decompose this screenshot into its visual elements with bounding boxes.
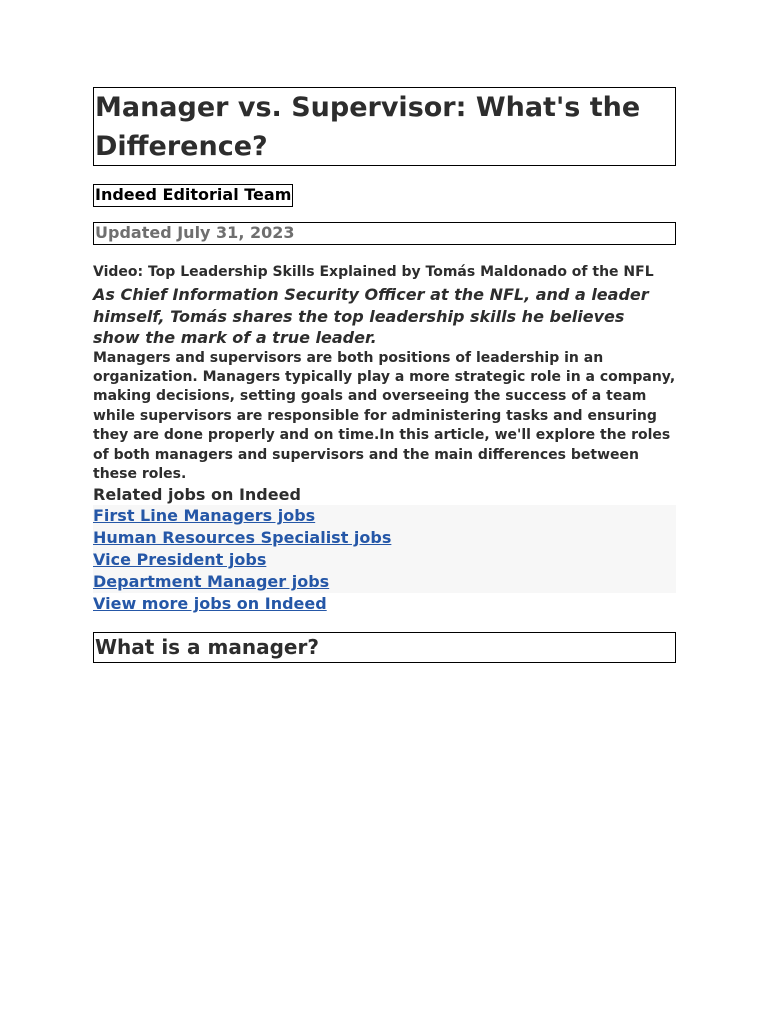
list-item [93,549,676,571]
video-description: As Chief Information Security Officer at the NFL, and a leader himself, Tomás shares the top leadership skills he believes show the mark of a true leader. [93,285,649,347]
list-item [93,505,676,527]
list-item [93,571,676,593]
view-more-jobs-link[interactable]: View more jobs on Indeed [93,594,327,614]
video-title: Video: Top Leadership Skills Explained by Tomás Maldonado of the NFL [93,264,654,280]
related-job-link-first-line-managers[interactable]: First Line Managers jobs [93,506,316,526]
related-job-link-hr-specialist[interactable]: Human Resources Specialist jobs [93,528,392,548]
related-job-link-department-manager[interactable]: Department Manager jobs [93,572,330,592]
article-title: Manager vs. Supervisor: What's the Difference? [93,87,676,166]
article-content [93,87,676,680]
intro-paragraph: Managers and supervisors are both positions of leadership in an organization. Managers typically play a more strategic role in a company, making decisions, setting goals and overseeing the success of a team while supervisors are responsible for administering tasks and ensuring they are done properly and on time.In this article, we'll explore the roles of both managers and supervisors and the main differences between these roles. [93,349,676,482]
related-jobs-list [93,505,676,615]
updated-date: Updated July 31, 2023 [93,222,676,245]
related-job-link-vice-president[interactable]: Vice President jobs [93,550,267,570]
related-jobs-heading: Related jobs on Indeed [93,485,301,505]
list-item [93,527,676,549]
section-heading-what-is-manager: What is a manager? [93,632,676,663]
author-byline[interactable]: Indeed Editorial Team [93,184,293,207]
list-item [93,593,676,615]
